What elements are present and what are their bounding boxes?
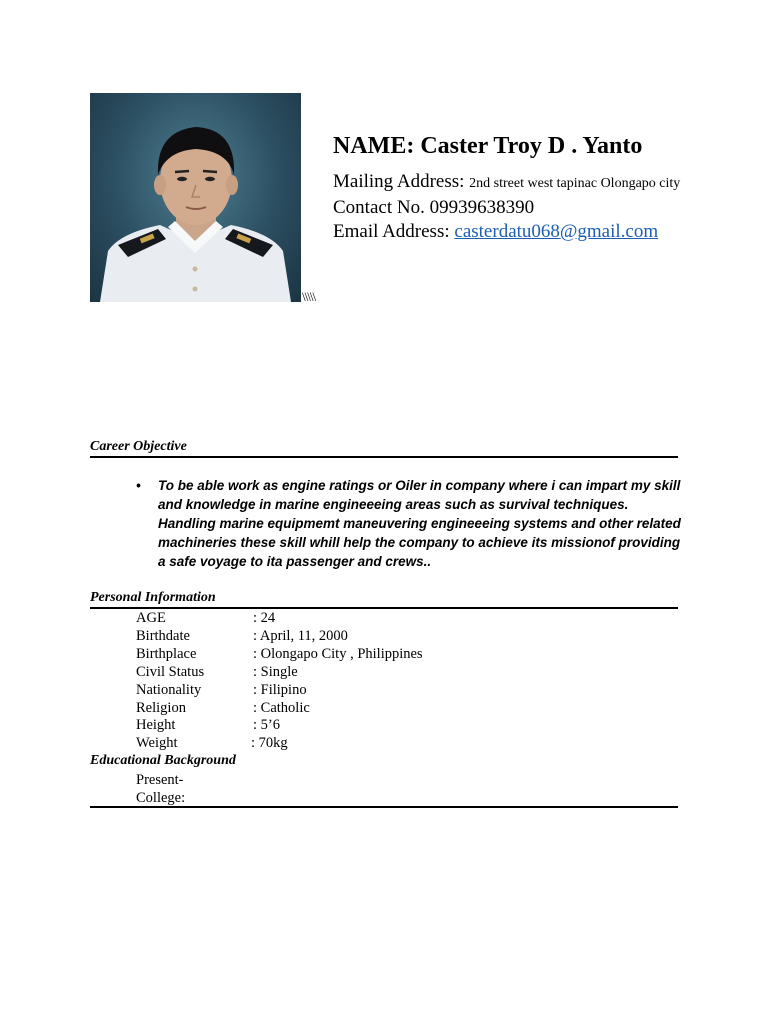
name-value: Caster Troy D . Yanto: [420, 133, 643, 159]
row-value: : Filipino: [253, 681, 307, 698]
stray-slashes: \\\\\: [302, 289, 316, 304]
row-label: Nationality: [136, 681, 202, 698]
row-label: Birthplace: [136, 645, 197, 662]
career-objective-text: To be able work as engine ratings or Oiler in company where i can impart my skill and knowledge in marine engineeeing areas such as survival techniques. Handling marine equipmemt maneuvering engineeeing systems and other related machineries these skill whill help the company to achieve its missionof providing a safe voyage to ita passenger and crews..: [158, 478, 681, 569]
career-objective-heading: Career Objective: [90, 439, 678, 458]
profile-photo: [90, 93, 301, 302]
personal-row-religion: [136, 700, 423, 718]
contact-value: 09939638390: [429, 197, 535, 218]
personal-row-height: [136, 717, 423, 735]
row-value: : Olongapo City , Philippines: [253, 645, 423, 662]
mailing-value: 2nd street west tapinac Olongapo city: [469, 176, 681, 191]
row-value: : April, 11, 2000: [253, 627, 348, 644]
personal-info-list: [136, 610, 423, 753]
bullet-icon: •: [136, 478, 141, 493]
contact-label: Contact No.: [333, 197, 425, 218]
educational-background-heading: Educational Background: [90, 753, 236, 768]
row-value: : Single: [253, 663, 298, 680]
row-label: Height: [136, 717, 176, 734]
email-label: Email Address:: [333, 221, 450, 242]
name-label: NAME:: [333, 133, 415, 159]
personal-row-weight: [136, 735, 423, 753]
email-line: [333, 220, 753, 244]
career-objective-item: [136, 476, 681, 571]
personal-row-nationality: [136, 682, 423, 700]
email-link[interactable]: casterdatu068@gmail.com: [454, 221, 659, 242]
row-label: Birthdate: [136, 627, 190, 644]
row-value: : 70kg: [251, 735, 288, 752]
mailing-address-line: [333, 170, 753, 196]
contact-line: [333, 196, 753, 220]
row-label: Civil Status: [136, 663, 205, 680]
row-label: Religion: [136, 699, 186, 716]
personal-row-birthplace: [136, 646, 423, 664]
personal-row-civil-status: [136, 664, 423, 682]
row-label: Weight: [136, 735, 178, 752]
section-divider: [90, 806, 678, 808]
contact-header: [333, 133, 753, 244]
mailing-label: Mailing Address:: [333, 171, 465, 192]
personal-row-birthdate: [136, 628, 423, 646]
row-value: : 24: [253, 610, 276, 626]
row-value: : Catholic: [253, 699, 310, 716]
row-label: AGE: [136, 610, 166, 626]
personal-row-age: [136, 610, 423, 628]
college-label: College:: [136, 790, 186, 806]
education-list: [136, 771, 185, 807]
row-value: : 5’6: [253, 717, 280, 734]
name-line: [333, 133, 753, 160]
personal-information-heading: Personal Information: [90, 590, 678, 609]
present-label: Present-: [136, 772, 184, 788]
